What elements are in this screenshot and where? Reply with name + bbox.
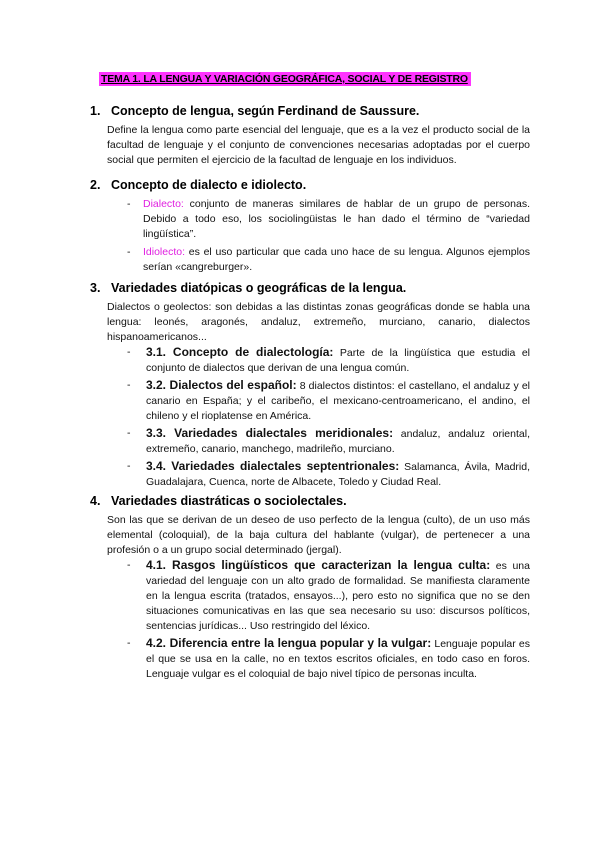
term-label: Dialecto: [143,198,184,210]
section-number: 2. [90,178,101,192]
item-text: andaluz, andaluz oriental, extremeño, canario, manchego, madrileño, murciano. [146,428,530,455]
list-item [107,245,530,275]
dash-bullet: - [127,346,131,358]
list-item [90,558,530,634]
item-text: Lenguaje popular es el que se usa en la calle, no en textos escritos oficiales, en todo caso en foros. Lenguaje vulgar es el coloquial de bajo nivel típico de personas inculta. [146,638,530,680]
item-text: es el uso particular que cada uno hace de su lengua. Algunos ejemplos serían «cangreburger». [143,246,530,273]
item-text: Parte de la lingüística que estudia el conjunto de dialectos que derivan de una lengua común. [146,347,530,374]
section-1 [90,103,530,168]
subsection-title: 3.2. Dialectos del español: [146,378,297,392]
list-item [90,459,530,490]
section-3 [90,280,530,490]
term-label: Idiolecto: [143,246,186,258]
section-paragraph: Define la lengua como parte esencial del lenguaje, que es a la vez el producto social de la facultad de lenguaje y el conjunto de convenciones necesarias adoptadas por el cuerpo social que permiten el ejercicio de la facultad de lenguaje en los individuos. [107,124,530,166]
item-text: Salamanca, Ávila, Madrid, Guadalajara, Cuenca, norte de Albacete, Toledo y Ciudad Real. [146,461,530,488]
title-container [99,69,471,87]
item-text: 8 dialectos distintos: el castellano, el andaluz y el canario en España; y el caribeño, el mexicano-centroamericano, el andino, el chileno y el rioplatense en América. [146,380,530,422]
section-title: Variedades diastráticas o sociolectales. [111,494,347,508]
section-heading [90,280,530,296]
section-title: Variedades diatópicas o geográficas de la lengua. [111,281,407,295]
dash-bullet: - [127,246,131,258]
item-text: conjunto de maneras similares de hablar de un grupo de personas. Debido a todo eso, los sociolingüistas le han dado el término de “variedad lingüística”. [143,198,530,240]
section-2 [90,177,530,275]
dash-bullet: - [127,198,131,210]
dash-bullet: - [127,379,131,391]
subsection-title: 3.3. Variedades dialectales meridionales: [146,426,394,440]
section-paragraph: Son las que se derivan de un deseo de uso perfecto de la lengua (culto), de un uso más elemental (coloquial), de la baja cultura del hablante (vulgar), de pertenecer a una profesión o a un grupo social determinado (jergal). [107,514,530,556]
section-number: 1. [90,104,101,118]
list-item [90,636,530,682]
subsection-title: 4.1. Rasgos lingüísticos que caracterizan la lengua culta: [146,558,491,572]
subsection-title: 4.2. Diferencia entre la lengua popular y la vulgar: [146,636,432,650]
section-heading [90,493,530,509]
dash-bullet: - [127,559,131,571]
section-number: 3. [90,281,101,295]
section-heading [90,177,530,193]
subsection-title: 3.1. Concepto de dialectología: [146,345,334,359]
section-heading [90,103,530,119]
dash-bullet: - [127,427,131,439]
list-item [107,197,530,242]
list-item [90,426,530,457]
dash-bullet: - [127,460,131,472]
dash-bullet: - [127,637,131,649]
list-item [90,378,530,424]
section-title: Concepto de dialecto e idiolecto. [111,178,307,192]
section-number: 4. [90,494,101,508]
document-title: TEMA 1. LA LENGUA Y VARIACIÓN GEOGRÁFICA, SOCIAL Y DE REGISTRO [99,72,471,86]
list-item [90,345,530,376]
section-paragraph: Dialectos o geolectos: son debidas a las distintas zonas geográficas donde se habla una lengua: leonés, aragonés, andaluz, extremeño, murciano, canario, dialectos hispanoamericanos... [107,301,530,343]
item-text: es una variedad del lenguaje con un alto grado de formalidad. Se manifiesta claramente en la lengua escrita (tratados, ensayos...), pero esto no significa que no se den situaciones comunicativas en las que sea necesario su uso: discursos políticos, sentencias jurídicas... Uso restringido del léxico. [146,560,530,632]
subsection-title: 3.4. Variedades dialectales septentrionales: [146,459,400,473]
section-4 [90,493,530,682]
section-title: Concepto de lengua, según Ferdinand de Saussure. [111,104,420,118]
